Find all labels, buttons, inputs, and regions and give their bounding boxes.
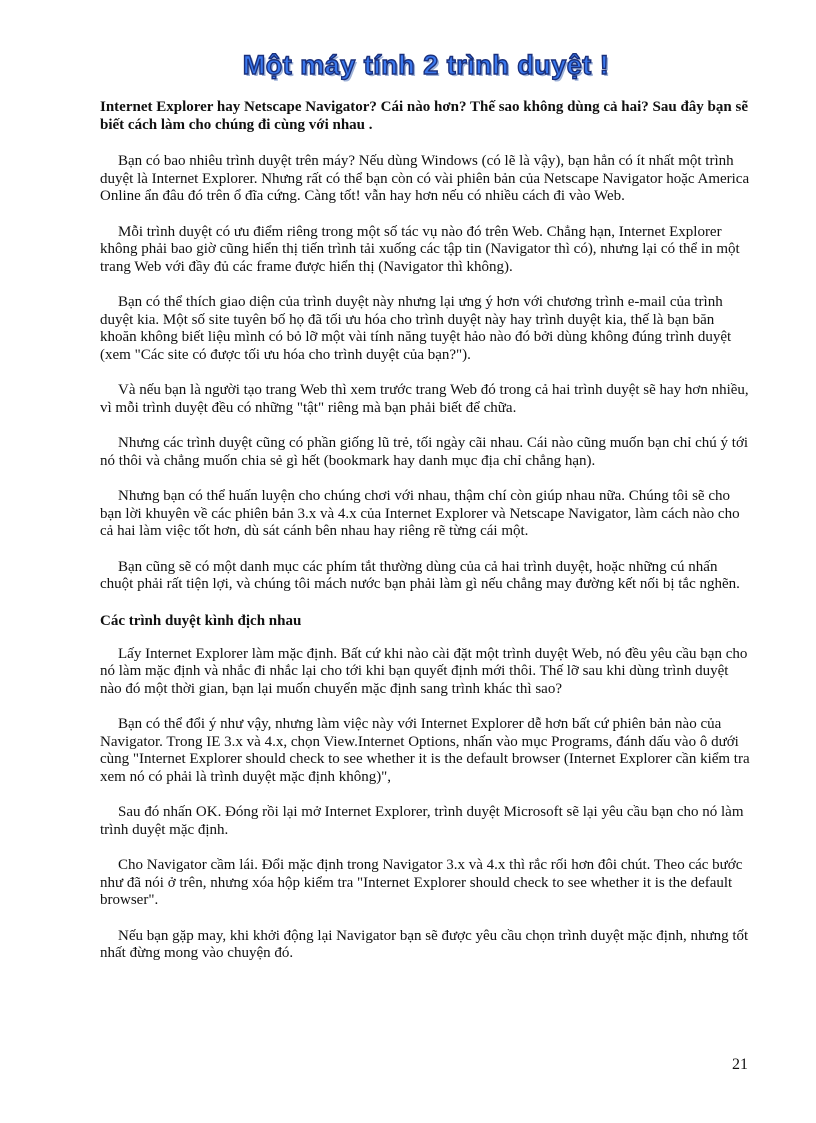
paragraph: Bạn cũng sẽ có một danh mục các phím tắt thường dùng của cả hai trình duyệt, hoặc những cú nhấn chuột phải rất tiện lợi, và chúng tôi mách nước bạn phải làm gì nếu chẳng may đường kết nối bị tắc nghẽn. xyxy=(100,558,740,592)
paragraph: Lấy Internet Explorer làm mặc định. Bất cứ khi nào cài đặt một trình duyệt Web, nó đều yêu cầu bạn cho nó làm mặc định và nhắc đi nhắc lại cho tới khi bạn quyết định mới thôi. Thế lỡ sau khi dùng trình duyệt nào đó một thời gian, bạn lại muốn chuyển mặc định sang trình khác thì sao? xyxy=(100,645,748,697)
paragraph: Nhưng các trình duyệt cũng có phần giống lũ trẻ, tối ngày cãi nhau. Cái nào cũng muốn bạn chỉ chú ý tới nó thôi và chẳng muốn chia sẻ gì hết (bookmark hay danh mục địa chỉ chẳng hạn). xyxy=(100,435,749,469)
document-page xyxy=(100,48,752,981)
paragraph: Cho Navigator cầm lái. Đổi mặc định trong Navigator 3.x và 4.x thì rắc rối hơn đôi chút. Theo các bước như đã nói ở trên, nhưng xóa hộp kiểm tra "Internet Explorer should check to see whether it is the default browser". xyxy=(100,857,743,908)
intro-text: Internet Explorer hay Netscape Navigator? Cái nào hơn? Thế sao không dùng cả hai? Sau đây bạn sẽ biết cách làm cho chúng đi cùng với nhau . xyxy=(100,99,748,133)
page-number: 21 xyxy=(732,1056,748,1073)
paragraph: Và nếu bạn là người tạo trang Web thì xem trước trang Web đó trong cả hai trình duyệt sẽ hay hơn nhiều, vì mỗi trình duyệt đều có những "tật" riêng mà bạn phải biết để chữa. xyxy=(100,382,749,416)
paragraph: Bạn có thể đổi ý như vậy, nhưng làm việc này với Internet Explorer dễ hơn bất cứ phiên bản nào của Navigator. Trong IE 3.x và 4.x, chọn View.Internet Options, nhấn vào mục Programs, đánh dấu vào ô dưới cùng "Internet Explorer should check to see whether it is the default browser (Internet Explorer cần kiểm tra xem nó có phải là trình duyệt mặc định không)", xyxy=(100,716,750,785)
paragraph: Nhưng bạn có thể huấn luyện cho chúng chơi với nhau, thậm chí còn giúp nhau nữa. Chúng tôi sẽ cho bạn lời khuyên về các phiên bản 3.x và 4.x của Internet Explorer và Netscape Navigator, làm cách nào cho cả hai làm việc tốt hơn, dù sát cánh bên nhau hay riêng rẽ từng cái một. xyxy=(100,488,740,539)
paragraph: Mỗi trình duyệt có ưu điểm riêng trong một số tác vụ nào đó trên Web. Chẳng hạn, Internet Explorer không phải bao giờ cũng hiển thị tiến trình tải xuống các tập tin (Navigator thì có), nhưng lại có thể in một trang Web với đầy đủ các frame được hiển thị (Navigator thì không). xyxy=(100,223,740,275)
paragraph: Bạn có thể thích giao diện của trình duyệt này nhưng lại ưng ý hơn với chương trình e-mail của trình duyệt kia. Một số site tuyên bố họ đã tối ưu hóa cho trình duyệt này hay trình duyệt kia, thế là bạn băn khoăn không biết liệu mình có bỏ lỡ một vài tính năng tuyệt hảo nào đó bởi dùng không đúng trình duyệt (xem "Các site có được tối ưu hóa cho trình duyệt của bạn?"). xyxy=(100,294,732,363)
section-heading: Các trình duyệt kình địch nhau xyxy=(100,612,302,629)
page-title: Một máy tính 2 trình duyệt ! xyxy=(242,50,610,80)
paragraph: Bạn có bao nhiêu trình duyệt trên máy? Nếu dùng Windows (có lẽ là vậy), bạn hẳn có ít nhất một trình duyệt là Internet Explorer. Nhưng rất có thể bạn còn có vài phiên bản của Netscape Navigator hoặc America Online ẩn đâu đó trên ổ đĩa cứng. Càng tốt! vẫn hay hơn nếu có nhiều cách đi vào Web. xyxy=(100,153,750,204)
paragraph: Nếu bạn gặp may, khi khởi động lại Navigator bạn sẽ được yêu cầu chọn trình duyệt mặc định, nhưng tốt nhất đừng mong vào chuyện đó. xyxy=(100,927,749,961)
paragraph: Sau đó nhấn OK. Đóng rồi lại mở Internet Explorer, trình duyệt Microsoft sẽ lại yêu cầu bạn cho nó làm trình duyệt mặc định. xyxy=(100,804,744,838)
